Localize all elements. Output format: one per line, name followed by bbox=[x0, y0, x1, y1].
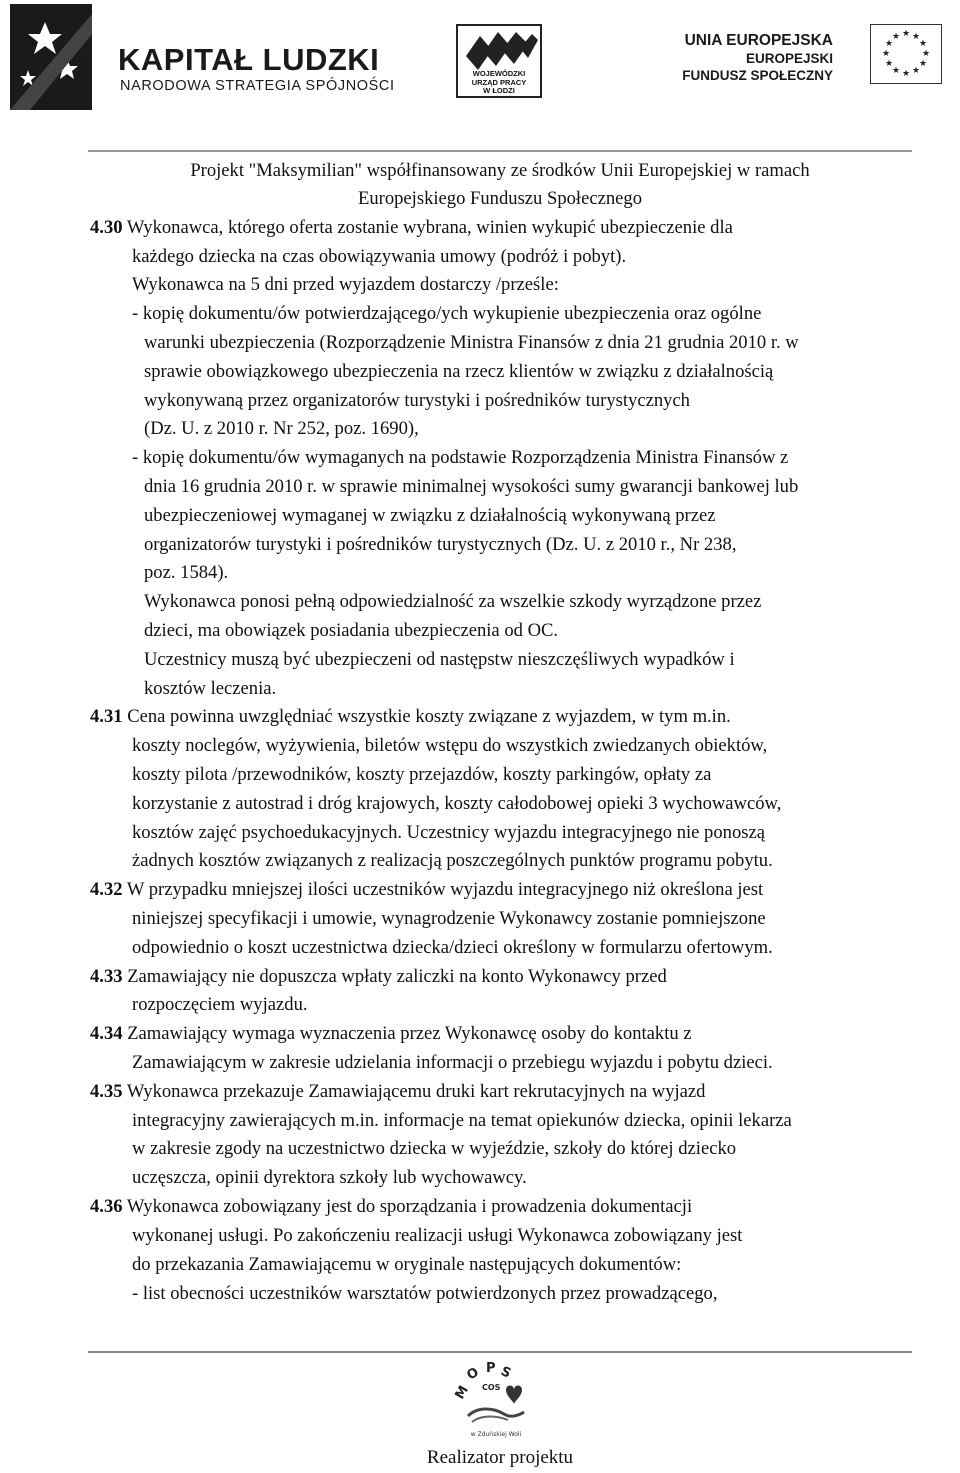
section-4-35-line-1: 4.35 Wykonawca przekazuje Zamawiającemu druki kart rekrutacyjnych na wyjazd bbox=[90, 1081, 706, 1102]
header-divider bbox=[88, 150, 912, 152]
section-4-30-line-13: poz. 1584). bbox=[144, 562, 229, 583]
section-4-35-line-2: integracyjny zawierających m.in. informacje na temat opiekunów dziecka, opinii lekarza bbox=[132, 1110, 792, 1131]
section-4-31-line-4: korzystanie z autostrad i dróg krajowych, koszty całodobowej opieki 3 wychowawców, bbox=[132, 793, 782, 814]
section-4-34-line-1: 4.34 Zamawiający wymaga wyznaczenia przez Wykonawcę osoby do kontaktu z bbox=[90, 1023, 692, 1044]
section-4-32-line-2: niniejszej specyfikacji i umowie, wynagrodzenie Wykonawcy zostanie pomniejszone bbox=[132, 908, 766, 929]
section-4-34-line-2: Zamawiającym w zakresie udzielania informacji o przebiegu wyjazdu i pobytu dzieci. bbox=[132, 1052, 773, 1073]
section-4-31-line-2: koszty noclegów, wyżywienia, biletów wstępu do wszystkich zwiedzanych obiektów, bbox=[132, 735, 768, 756]
ue-line-3: FUNDUSZ SPOŁECZNY bbox=[682, 68, 833, 83]
svg-text:★: ★ bbox=[918, 39, 928, 49]
footer-divider bbox=[88, 1351, 912, 1353]
svg-text:★: ★ bbox=[884, 39, 894, 49]
svg-text:★: ★ bbox=[911, 32, 921, 42]
svg-text:★: ★ bbox=[901, 69, 911, 79]
section-4-32-line-1: 4.32 W przypadku mniejszej ilości uczestników wyjazdu integracyjnego niż określona jest bbox=[90, 879, 764, 900]
section-4-30-line-3: Wykonawca na 5 dni przed wyjazdem dostarczy /prześle: bbox=[132, 274, 559, 295]
ue-line-2: EUROPEJSKI bbox=[745, 51, 833, 66]
kapital-ludzki-star-icon bbox=[10, 4, 92, 110]
footer-realizator: Realizator projektu bbox=[426, 1447, 574, 1468]
wup-line-2: URZĄD PRACY bbox=[471, 77, 527, 87]
section-4-30-line-14: Wykonawca ponosi pełną odpowiedzialność za wszelkie szkody wyrządzone przez bbox=[144, 591, 762, 612]
section-4-31-line-1: 4.31 Cena powinna uwzględniać wszystkie koszty związane z wyjazdem, w tym m.in. bbox=[90, 706, 731, 727]
unia-europejska-logo bbox=[682, 24, 955, 114]
section-4-30-line-9: - kopię dokumentu/ów wymaganych na podstawie Rozporządzenia Ministra Finansów z bbox=[132, 447, 789, 468]
svg-text:★: ★ bbox=[891, 32, 901, 42]
heart-icon bbox=[506, 1386, 522, 1405]
svg-text:★: ★ bbox=[921, 49, 931, 59]
section-4-36-line-1: 4.36 Wykonawca zobowiązany jest do sporządzania i prowadzenia dokumentacji bbox=[90, 1196, 693, 1217]
section-4-30-line-11: ubezpieczeniowej wymaganej w związku z działalnością wykonywaną przez bbox=[144, 505, 716, 526]
ue-line-1: UNIA EUROPEJSKA bbox=[684, 32, 833, 49]
project-title-line-2: Europejskiego Funduszu Społecznego bbox=[357, 188, 643, 209]
section-4-36-line-4: - list obecności uczestników warsztatów potwierdzonych przez prowadzącego, bbox=[132, 1283, 718, 1304]
section-4-30-line-16: Uczestnicy muszą być ubezpieczeni od następstw nieszczęśliwych wypadków i bbox=[144, 649, 735, 670]
section-4-36-line-3: do przekazania Zamawiającemu w oryginale następujących dokumentów: bbox=[132, 1254, 682, 1275]
project-title-line-1: Projekt "Maksymilian" współfinansowany ze środków Unii Europejskiej w ramach bbox=[190, 160, 810, 181]
mops-sub-text: COS bbox=[482, 1383, 501, 1392]
section-4-30-line-2: każdego dziecka na czas obowiązywania umowy (podróż i pobyt). bbox=[132, 246, 627, 267]
svg-text:★: ★ bbox=[884, 59, 894, 69]
svg-text:★: ★ bbox=[881, 49, 891, 59]
section-number: 4.33 bbox=[90, 966, 123, 987]
section-4-30-line-15: dzieci, ma obowiązek posiadania ubezpieczenia od OC. bbox=[144, 620, 559, 641]
section-4-35-line-3: w zakresie zgody na uczestnictwo dziecka w wyjeździe, szkoły do której dziecko bbox=[132, 1138, 737, 1159]
section-number: 4.32 bbox=[90, 879, 123, 900]
mops-letter-p: P bbox=[486, 1361, 496, 1376]
eu-flag-icon bbox=[870, 24, 942, 84]
section-4-30-line-10: dnia 16 grudnia 2010 r. w sprawie minimalnej wysokości sumy gwarancji bankowej lub bbox=[144, 476, 799, 497]
section-4-31-line-6: żadnych kosztów związanych z realizacją poszczególnych punktów programu pobytu. bbox=[132, 850, 773, 871]
section-4-36-line-2: wykonanej usługi. Po zakończeniu realizacji usługi Wykonawca zobowiązany jest bbox=[132, 1225, 743, 1246]
mops-letter-s: S bbox=[498, 1364, 514, 1382]
kapital-ludzki-logo bbox=[10, 4, 395, 110]
section-4-33-line-2: rozpoczęciem wyjazdu. bbox=[132, 994, 308, 1015]
kapital-ludzki-title: KAPITAŁ LUDZKI bbox=[118, 42, 380, 77]
section-4-31-line-5: kosztów zajęć psychoedukacyjnych. Uczestnicy wyjazdu integracyjnego nie ponoszą bbox=[132, 822, 765, 843]
section-4-30-line-8: (Dz. U. z 2010 r. Nr 252, poz. 1690), bbox=[144, 418, 419, 439]
section-4-35-line-4: uczęszcza, opinii dyrektora szkoły lub wychowawcy. bbox=[132, 1167, 527, 1188]
section-number: 4.36 bbox=[90, 1196, 123, 1217]
mops-arc-text: w Zduńskiej Woli bbox=[470, 1431, 522, 1438]
section-number: 4.34 bbox=[90, 1023, 123, 1044]
section-number: 4.31 bbox=[90, 706, 123, 727]
section-4-31-line-3: koszty pilota /przewodników, koszty przejazdów, koszty parkingów, opłaty za bbox=[132, 764, 712, 785]
section-number: 4.35 bbox=[90, 1081, 123, 1102]
section-4-30-line-7: wykonywaną przez organizatorów turystyki i pośredników turystycznych bbox=[144, 390, 690, 411]
mops-logo bbox=[448, 1360, 544, 1440]
section-4-30-line-4: - kopię dokumentu/ów potwierdzającego/ych wykupienie ubezpieczenia oraz ogólne bbox=[132, 303, 762, 324]
svg-text:★: ★ bbox=[911, 66, 921, 76]
section-number: 4.30 bbox=[90, 217, 123, 238]
section-4-33-line-1: 4.33 Zamawiający nie dopuszcza wpłaty zaliczki na konto Wykonawcy przed bbox=[90, 966, 667, 987]
wup-lodz-logo bbox=[456, 24, 542, 98]
hands-icon bbox=[468, 1409, 524, 1416]
section-4-30-line-12: organizatorów turystyki i pośredników turystycznych (Dz. U. z 2010 r., Nr 238, bbox=[144, 534, 737, 555]
section-4-30-line-6: sprawie obowiązkowego ubezpieczenia na rzecz klientów w związku z działalnością bbox=[144, 361, 774, 382]
section-4-32-line-3: odpowiednio o koszt uczestnictwa dziecka/dzieci określony w formularzu ofertowym. bbox=[132, 937, 773, 958]
section-4-30-line-17: kosztów leczenia. bbox=[144, 678, 277, 699]
wup-line-1: WOJEWÓDZKI bbox=[472, 69, 526, 78]
mops-letter-o: O bbox=[464, 1364, 482, 1384]
wup-line-3: W ŁODZI bbox=[483, 86, 515, 95]
section-4-30-line-1: 4.30 Wykonawca, którego oferta zostanie wybrana, winien wykupić ubezpieczenie dla bbox=[90, 217, 733, 238]
svg-text:★: ★ bbox=[918, 59, 928, 69]
kapital-ludzki-subtitle: NARODOWA STRATEGIA SPÓJNOŚCI bbox=[120, 78, 395, 94]
section-4-30-line-5: warunki ubezpieczenia (Rozporządzenie Ministra Finansów z dnia 21 grudnia 2010 r. w bbox=[144, 332, 799, 353]
wup-emblem-icon bbox=[462, 30, 538, 70]
svg-text:★: ★ bbox=[901, 29, 911, 39]
mops-letter-m: M bbox=[452, 1383, 472, 1402]
svg-text:★: ★ bbox=[891, 66, 901, 76]
